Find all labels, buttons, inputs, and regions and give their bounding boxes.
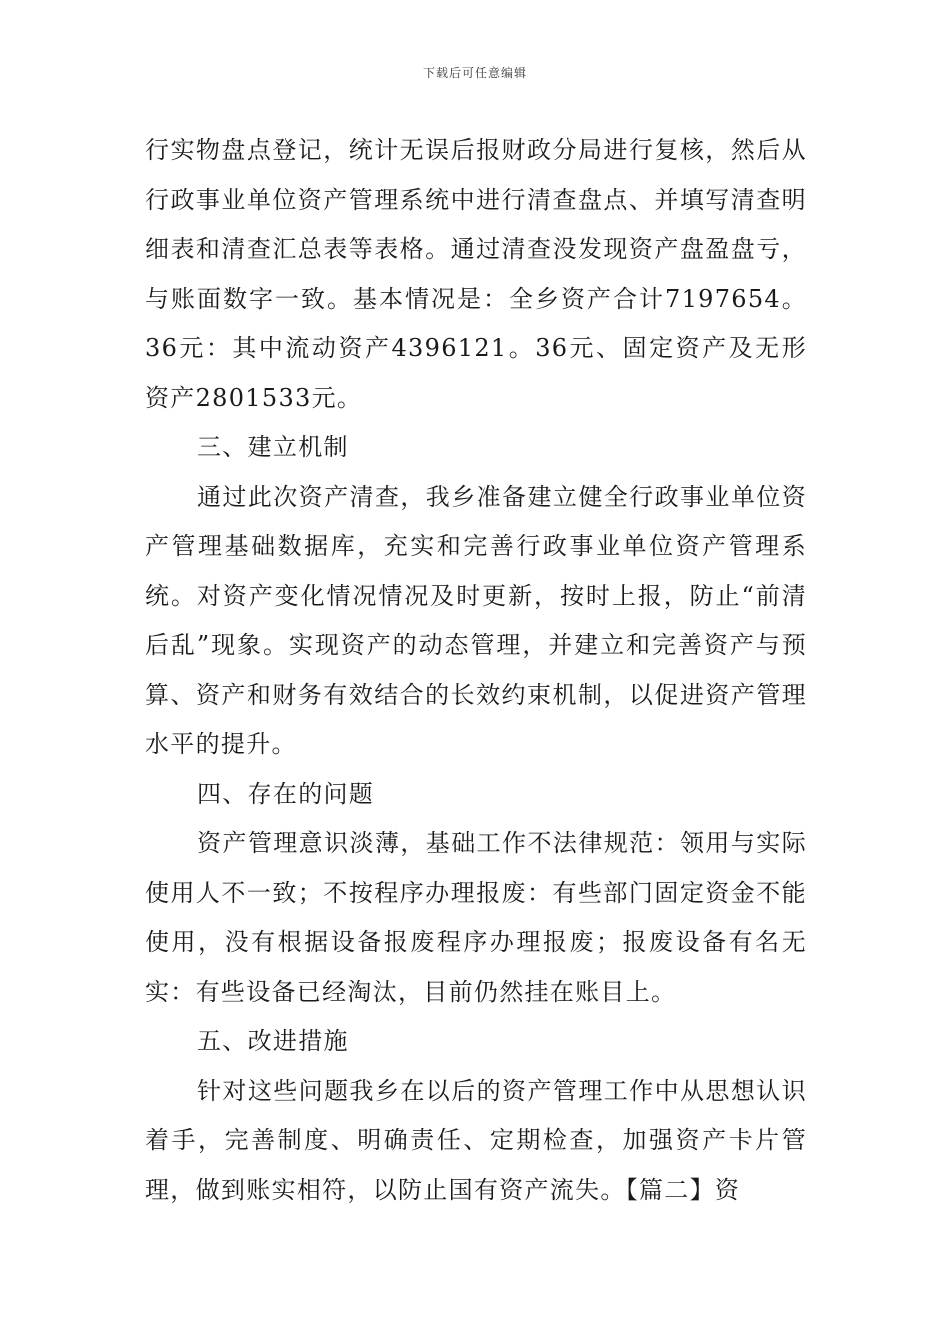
paragraph-improvements: 针对这些问题我乡在以后的资产管理工作中从思想认识着手，完善制度、明确责任、定期检查，加强资产卡片管理，做到账实相符，以防止国有资产流失。【篇二】资 bbox=[145, 1076, 807, 1204]
document-body bbox=[145, 126, 807, 1215]
page-header: 下载后可任意编辑 bbox=[422, 66, 527, 80]
section-heading-improvements: 五、改进措施 bbox=[197, 1027, 349, 1055]
paragraph-mechanism: 通过此次资产清查，我乡准备建立健全行政事业单位资产管理基础数据库，充实和完善行政事业单位资产管理系统。对资产变化情况情况及时更新，按时上报，防止“前清后乱”现象。实现资产的动态管理，并建立和完善资产与预算、资产和财务有效结合的长效约束机制，以促进资产管理水平的提升。 bbox=[145, 482, 807, 758]
paragraph-asset-inventory: 行实物盘点登记，统计无误后报财政分局进行复核，然后从行政事业单位资产管理系统中进行清查盘点、并填写清查明细表和清查汇总表等表格。通过清查没发现资产盘盈盘亏，与账面数字一致。基本情况是：全乡资产合计7197654。36元：其中流动资产4396121。36元、固定资产及无形资产2801533元。 bbox=[145, 136, 807, 412]
section-heading-mechanism: 三、建立机制 bbox=[197, 433, 349, 461]
paragraph-problems: 资产管理意识淡薄，基础工作不法律规范：领用与实际使用人不一致；不按程序办理报废：有些部门固定资金不能使用，没有根据设备报废程序办理报废；报废设备有名无实：有些设备已经淘汰，目前仍然挂在账目上。 bbox=[145, 829, 807, 1006]
section-heading-problems: 四、存在的问题 bbox=[197, 779, 375, 808]
